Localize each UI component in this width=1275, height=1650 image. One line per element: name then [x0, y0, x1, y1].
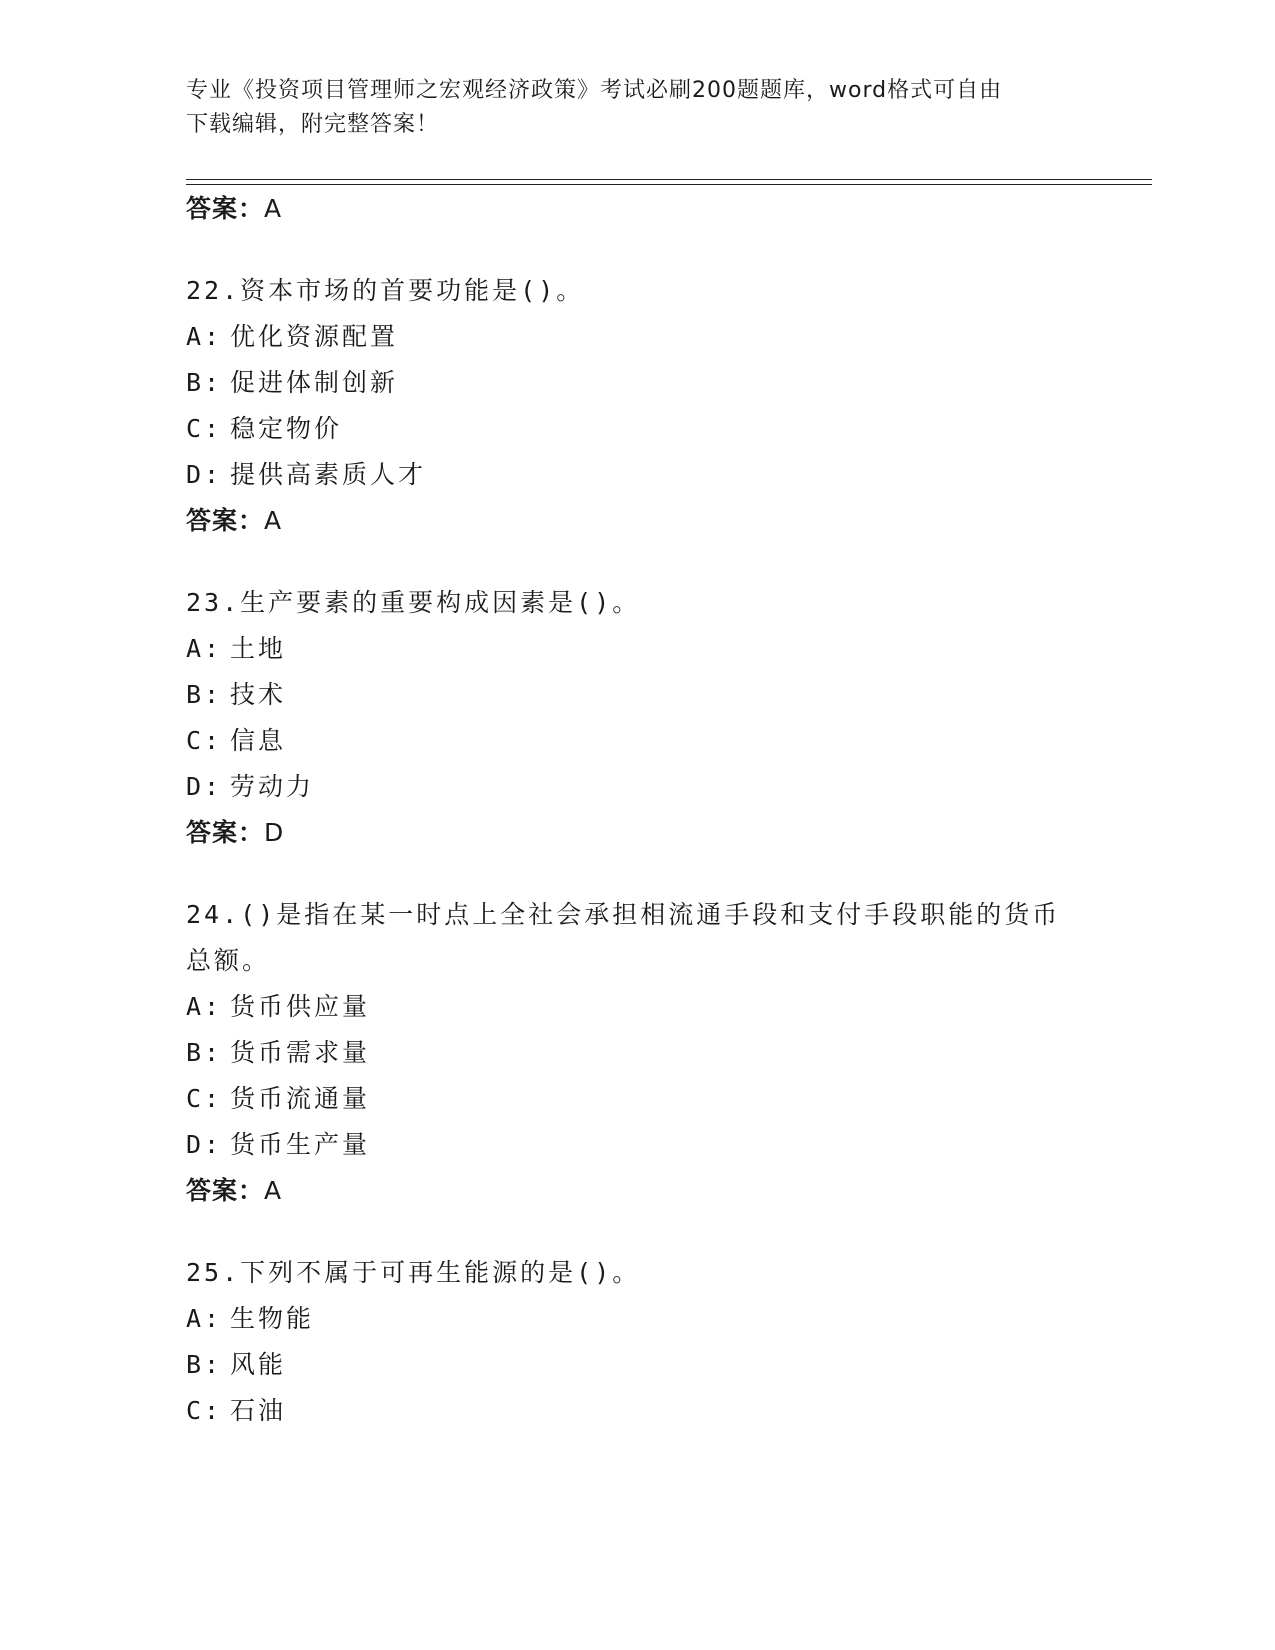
answer-line	[186, 186, 1086, 232]
option-b	[186, 672, 1086, 718]
option-c	[186, 1388, 1086, 1434]
answer-label: 答案：	[186, 506, 265, 535]
option-c	[186, 1076, 1086, 1122]
option-b	[186, 1342, 1086, 1388]
question-22	[186, 268, 1086, 544]
option-text: 生物能	[230, 1304, 315, 1333]
option-key: A:	[186, 992, 223, 1021]
answer-label: 答案：	[186, 818, 265, 847]
option-key: A:	[186, 322, 223, 351]
question-23	[186, 580, 1086, 856]
option-b	[186, 1030, 1086, 1076]
option-text: 货币生产量	[230, 1130, 371, 1159]
answer-line	[186, 1168, 1086, 1214]
question-24	[186, 892, 1086, 1214]
spacer	[186, 232, 1086, 268]
answer-line	[186, 498, 1086, 544]
option-d	[186, 1122, 1086, 1168]
option-key: B:	[186, 680, 223, 709]
question-25	[186, 1250, 1086, 1434]
answer-value: A	[264, 194, 283, 223]
option-key: C:	[186, 414, 223, 443]
question-stem: 25.下列不属于可再生能源的是()。	[186, 1258, 641, 1287]
option-text: 劳动力	[230, 772, 315, 801]
question-stem-line-2: 总额。	[186, 946, 271, 975]
option-text: 货币流通量	[230, 1084, 371, 1113]
option-key: C:	[186, 726, 223, 755]
option-b	[186, 360, 1086, 406]
option-key: D:	[186, 772, 223, 801]
document-header	[186, 74, 1066, 142]
option-key: B:	[186, 368, 223, 397]
spacer	[186, 856, 1086, 892]
option-c	[186, 718, 1086, 764]
option-key: C:	[186, 1396, 223, 1425]
answer-line	[186, 810, 1086, 856]
header-line-2: 下载编辑，附完整答案！	[186, 112, 440, 137]
option-key: B:	[186, 1038, 223, 1067]
option-text: 促进体制创新	[230, 368, 399, 397]
option-text: 信息	[230, 726, 287, 755]
question-stem: 22.资本市场的首要功能是()。	[186, 276, 585, 305]
spacer	[186, 1214, 1086, 1250]
option-key: D:	[186, 460, 223, 489]
option-key: A:	[186, 1304, 223, 1333]
answer-label: 答案：	[186, 1176, 265, 1205]
answer-value: D	[264, 818, 285, 847]
question-stem-line-1: 24.()是指在某一时点上全社会承担相流通手段和支付手段职能的货币	[186, 900, 1061, 929]
option-text: 优化资源配置	[230, 322, 399, 351]
option-text: 石油	[230, 1396, 287, 1425]
answer-label: 答案：	[186, 194, 265, 223]
header-rule-bottom	[186, 184, 1152, 185]
header-line-1: 专业《投资项目管理师之宏观经济政策》考试必刷200题题库，word格式可自由	[186, 78, 1003, 103]
option-text: 技术	[230, 680, 287, 709]
answer-value: A	[264, 506, 283, 535]
option-text: 货币供应量	[230, 992, 371, 1021]
option-text: 稳定物价	[230, 414, 343, 443]
answer-value: A	[264, 1176, 283, 1205]
option-a	[186, 984, 1086, 1030]
option-text: 风能	[230, 1350, 287, 1379]
spacer	[186, 544, 1086, 580]
option-key: B:	[186, 1350, 223, 1379]
option-a	[186, 314, 1086, 360]
option-key: D:	[186, 1130, 223, 1159]
option-text: 土地	[230, 634, 287, 663]
option-a	[186, 626, 1086, 672]
question-list	[186, 186, 1086, 1434]
question-stem: 23.生产要素的重要构成因素是()。	[186, 588, 641, 617]
option-key: A:	[186, 634, 223, 663]
option-a	[186, 1296, 1086, 1342]
option-d	[186, 452, 1086, 498]
option-key: C:	[186, 1084, 223, 1113]
header-rule-top	[186, 179, 1152, 180]
option-text: 货币需求量	[230, 1038, 371, 1067]
option-c	[186, 406, 1086, 452]
option-d	[186, 764, 1086, 810]
option-text: 提供高素质人才	[230, 460, 427, 489]
